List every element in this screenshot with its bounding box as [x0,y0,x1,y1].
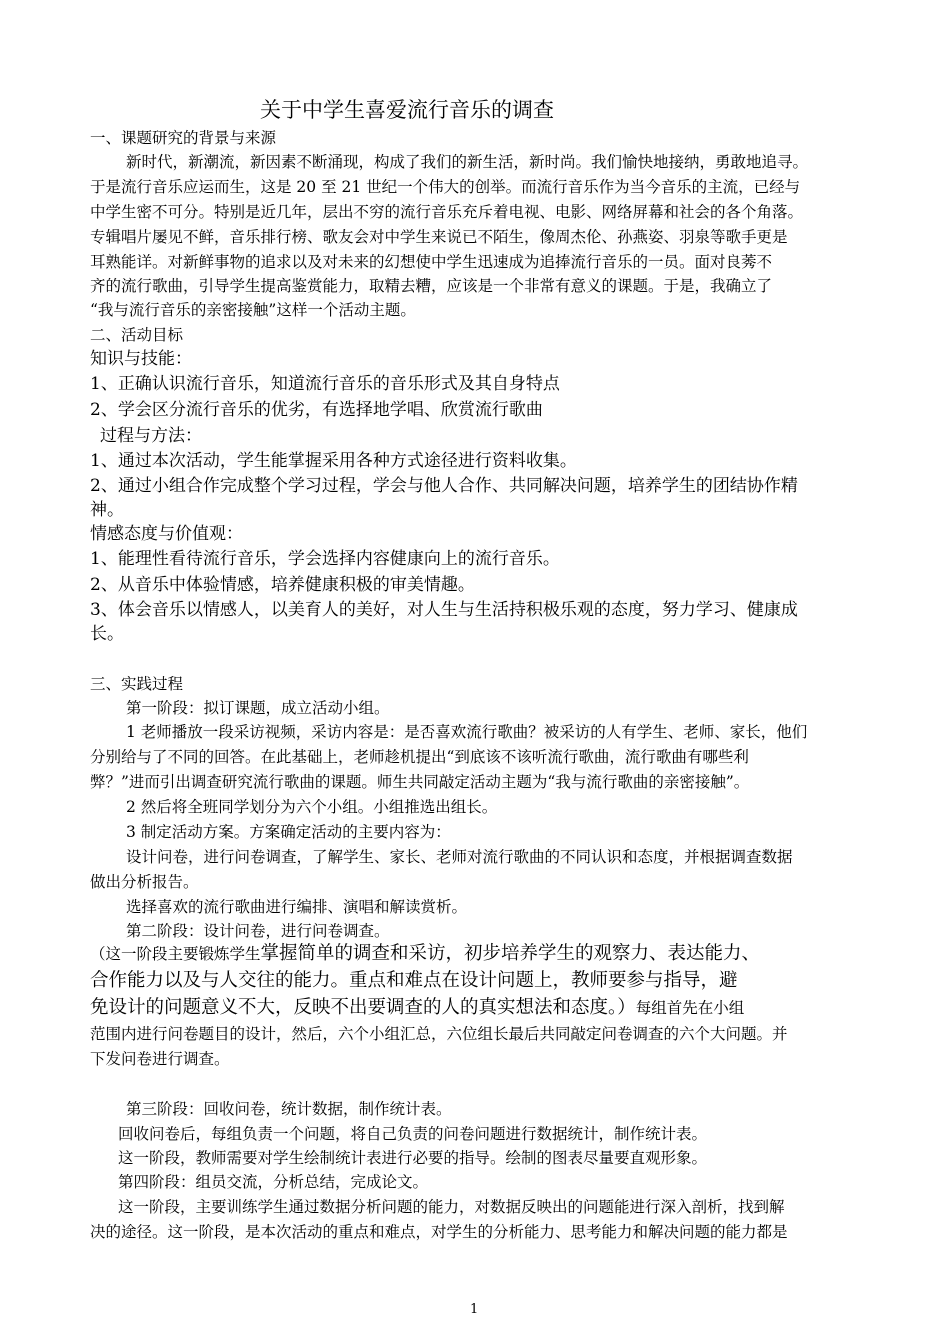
paragraph-line: 这一阶段，主要训练学生通过数据分析问题的能力，对数据反映出的问题能进行深入剖析，找到解 [118,1198,785,1216]
goal-item: 1、正确认识流行音乐，知道流行音乐的音乐形式及其自身特点 [90,374,560,394]
goal-item: 2、从音乐中体验情感，培养健康积极的审美情趣。 [90,575,475,595]
text-segment: 合作能力以及与人交往的能力。重点和难点在设计问题上，教师要参与指导，避 [90,970,738,991]
goal-item: 1、能理性看待流行音乐，学会选择内容健康向上的流行音乐。 [90,549,560,569]
paragraph-line: 决的途径。这一阶段，是本次活动的重点和难点，对学生的分析能力、思考能力和解决问题的能力都是 [90,1223,788,1241]
goal-item: 2、学会区分流行音乐的优劣，有选择地学唱、欣赏流行歌曲 [90,400,543,420]
paragraph-line: 设计问卷，进行问卷调查，了解学生、家长、老师对流行歌曲的不同认识和态度，并根据调查数据 [126,848,793,866]
paragraph-line: 于是流行音乐应运而生，这是 20 至 21 世纪一个伟大的创举。而流行音乐作为当今音乐的主流，已经与 [90,178,801,196]
section-heading-practice: 三、实践过程 [90,675,184,693]
paragraph-line [90,971,738,991]
subheading-process: 过程与方法： [100,426,202,446]
paragraph-line: 1 老师播放一段采访视频，采访内容是：是否喜欢流行歌曲？被采访的人有学生、老师、家长，他们 [126,723,808,741]
paragraph-line: 专辑唱片屡见不鲜，音乐排行榜、歌友会对中学生来说已不陌生，像周杰伦、孙燕姿、羽泉等歌手更是 [90,228,788,246]
document-title: 关于中学生喜爱流行音乐的调查 [260,98,554,122]
section-heading-background: 一、课题研究的背景与来源 [90,129,277,147]
stage-heading: 第三阶段：回收问卷，统计数据，制作统计表。 [126,1100,452,1118]
paragraph-line: 回收问卷后，每组负责一个问题，将自己负责的问卷问题进行数据统计，制作统计表。 [118,1125,708,1143]
section-heading-goals: 二、活动目标 [90,326,184,344]
paragraph-line: 下发问卷进行调查。 [90,1050,230,1068]
goal-item: 2、通过小组合作完成整个学习过程，学会与他人合作、共同解决问题，培养学生的团结协作精 [90,476,798,496]
paragraph-line: 齐的流行歌曲，引导学生提高鉴赏能力，取精去糟，应该是一个非常有意义的课题。于是，我确立了 [90,277,773,295]
stage-heading: 第四阶段：组员交流，分析总结，完成论文。 [118,1173,429,1191]
paragraph-line: “我与流行音乐的亲密接触”这样一个活动主题。 [90,301,416,319]
paragraph-line: 中学生密不可分。特别是近几年，层出不穷的流行音乐充斥着电视、电影、网络屏幕和社会的各个角落。 [90,203,804,221]
paragraph-line: 范围内进行问卷题目的设计，然后，六个小组汇总，六位组长最后共同敲定问卷调查的六个大问题。并 [90,1025,788,1043]
text-segment: 掌握简单的调查和采访，初步培养学生的观察力、表达能力、 [260,943,761,964]
text-segment: 每组首先在小组 [635,999,745,1017]
goal-item: 3、体会音乐以情感人，以美育人的美好，对人生与生活持积极乐观的态度，努力学习、健康成 [90,600,798,620]
paragraph-line: 3 制定活动方案。方案确定活动的主要内容为： [126,823,451,841]
paragraph-line [90,944,760,964]
paragraph-line: 耳熟能详。对新鲜事物的追求以及对未来的幻想使中学生迅速成为追捧流行音乐的一员。面对良莠不 [90,253,773,271]
paragraph-line: 做出分析报告。 [90,873,199,891]
goal-item: 神。 [90,500,124,520]
page-number: 1 [470,1302,479,1317]
subheading-emotion: 情感态度与价值观： [90,524,243,544]
stage-heading: 第一阶段：拟订课题，成立活动小组。 [126,699,390,717]
goal-item: 长。 [90,624,124,644]
paragraph-line: 新时代，新潮流，新因素不断涌现，构成了我们的新生活，新时尚。我们愉快地接纳，勇敢地追寻。 [126,153,809,171]
subheading-knowledge: 知识与技能： [90,349,192,369]
text-segment: （这一阶段主要锻炼学生 [90,945,261,963]
text-segment: 免设计的问题意义不大，反映不出要调查的人的真实想法和态度。） [90,997,636,1018]
goal-item: 1、通过本次活动，学生能掌握采用各种方式途径进行资料收集。 [90,451,577,471]
paragraph-line [90,998,744,1018]
paragraph-line: 2 然后将全班同学划分为六个小组。小组推选出组长。 [126,798,498,816]
paragraph-line: 弊？”进而引出调查研究流行歌曲的课题。师生共同敲定活动主题为“我与流行歌曲的亲密接触”。 [90,773,750,791]
paragraph-line: 选择喜欢的流行歌曲进行编排、演唱和解读赏析。 [126,898,468,916]
paragraph-line: 分别给与了不同的回答。在此基础上，老师趁机提出“到底该不该听流行歌曲，流行歌曲有哪些利 [90,748,749,766]
paragraph-line: 这一阶段，教师需要对学生绘制统计表进行必要的指导。绘制的图表尽量要直观形象。 [118,1149,708,1167]
stage-heading: 第二阶段：设计问卷，进行问卷调查。 [126,922,390,940]
